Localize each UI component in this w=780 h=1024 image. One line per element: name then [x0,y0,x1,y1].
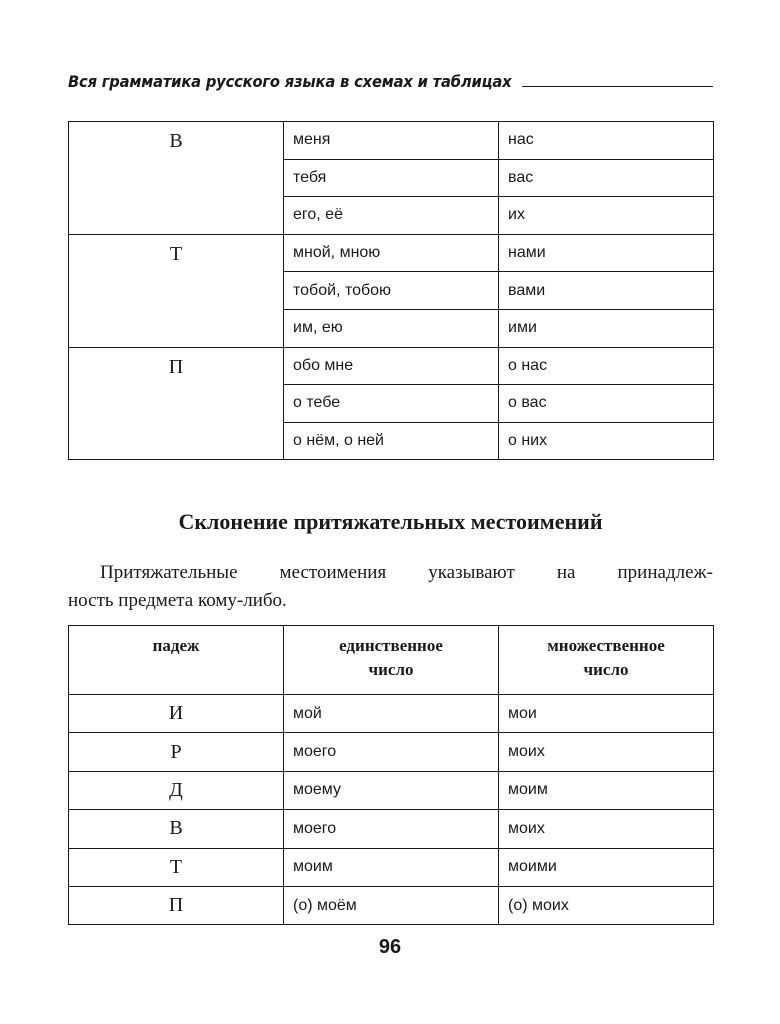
plural-cell: (о) моих [499,886,714,924]
singular-cell: моего [284,733,499,771]
table-row [69,695,714,733]
table-row [69,848,714,886]
paragraph-line: Притяжательные местоимения указывают на принадлеж- [100,562,713,583]
case-cell: В [69,122,284,235]
singular-cell: моего [284,810,499,848]
section-paragraph [68,559,713,615]
plural-cell: о нас [499,347,714,385]
header-singular-line2: число [368,660,414,679]
plural-cell: мои [499,695,714,733]
case-cell: И [69,695,284,733]
header-singular-line1: единственное [339,636,443,655]
header-plural-line2: число [583,660,629,679]
plural-cell: моими [499,848,714,886]
singular-cell: обо мне [284,347,499,385]
case-cell: П [69,886,284,924]
plural-cell: их [499,197,714,235]
singular-cell: тебя [284,159,499,197]
plural-cell: моих [499,810,714,848]
singular-cell: о тебе [284,385,499,423]
case-cell: Д [69,771,284,809]
table-header-row [69,626,714,695]
case-cell: Т [69,234,284,347]
personal-pronoun-table [68,121,714,460]
case-cell: В [69,810,284,848]
singular-cell: его, её [284,197,499,235]
plural-cell: ими [499,309,714,347]
plural-cell: моих [499,733,714,771]
header-rule [522,86,713,87]
singular-cell: меня [284,122,499,160]
case-cell: Т [69,848,284,886]
running-title: Вся грамматика русского языка в схемах и таблицах [68,72,512,91]
singular-cell: моему [284,771,499,809]
header-plural-line1: множественное [547,636,665,655]
singular-cell: (о) моём [284,886,499,924]
header-singular [284,626,499,695]
possessive-pronoun-table [68,625,714,925]
plural-cell: о вас [499,385,714,423]
page-number: 96 [378,936,402,958]
singular-cell: им, ею [284,309,499,347]
singular-cell: мой [284,695,499,733]
header-case-label: падеж [152,636,200,655]
table-row [69,347,714,385]
table-row [69,234,714,272]
case-cell: П [69,347,284,460]
table-row [69,122,714,160]
singular-cell: тобой, тобою [284,272,499,310]
plural-cell: вами [499,272,714,310]
table-row [69,771,714,809]
header-plural [499,626,714,695]
plural-cell: моим [499,771,714,809]
table-row [69,886,714,924]
singular-cell: о нём, о ней [284,422,499,460]
header-case [69,626,284,695]
plural-cell: нами [499,234,714,272]
table-row [69,733,714,771]
case-cell: Р [69,733,284,771]
paragraph-line: ность предмета кому-либо. [68,590,287,611]
plural-cell: нас [499,122,714,160]
table-row [69,810,714,848]
plural-cell: вас [499,159,714,197]
plural-cell: о них [499,422,714,460]
singular-cell: моим [284,848,499,886]
running-header [68,64,713,90]
section-title: Склонение притяжательных местоимений [178,509,603,534]
singular-cell: мной, мною [284,234,499,272]
